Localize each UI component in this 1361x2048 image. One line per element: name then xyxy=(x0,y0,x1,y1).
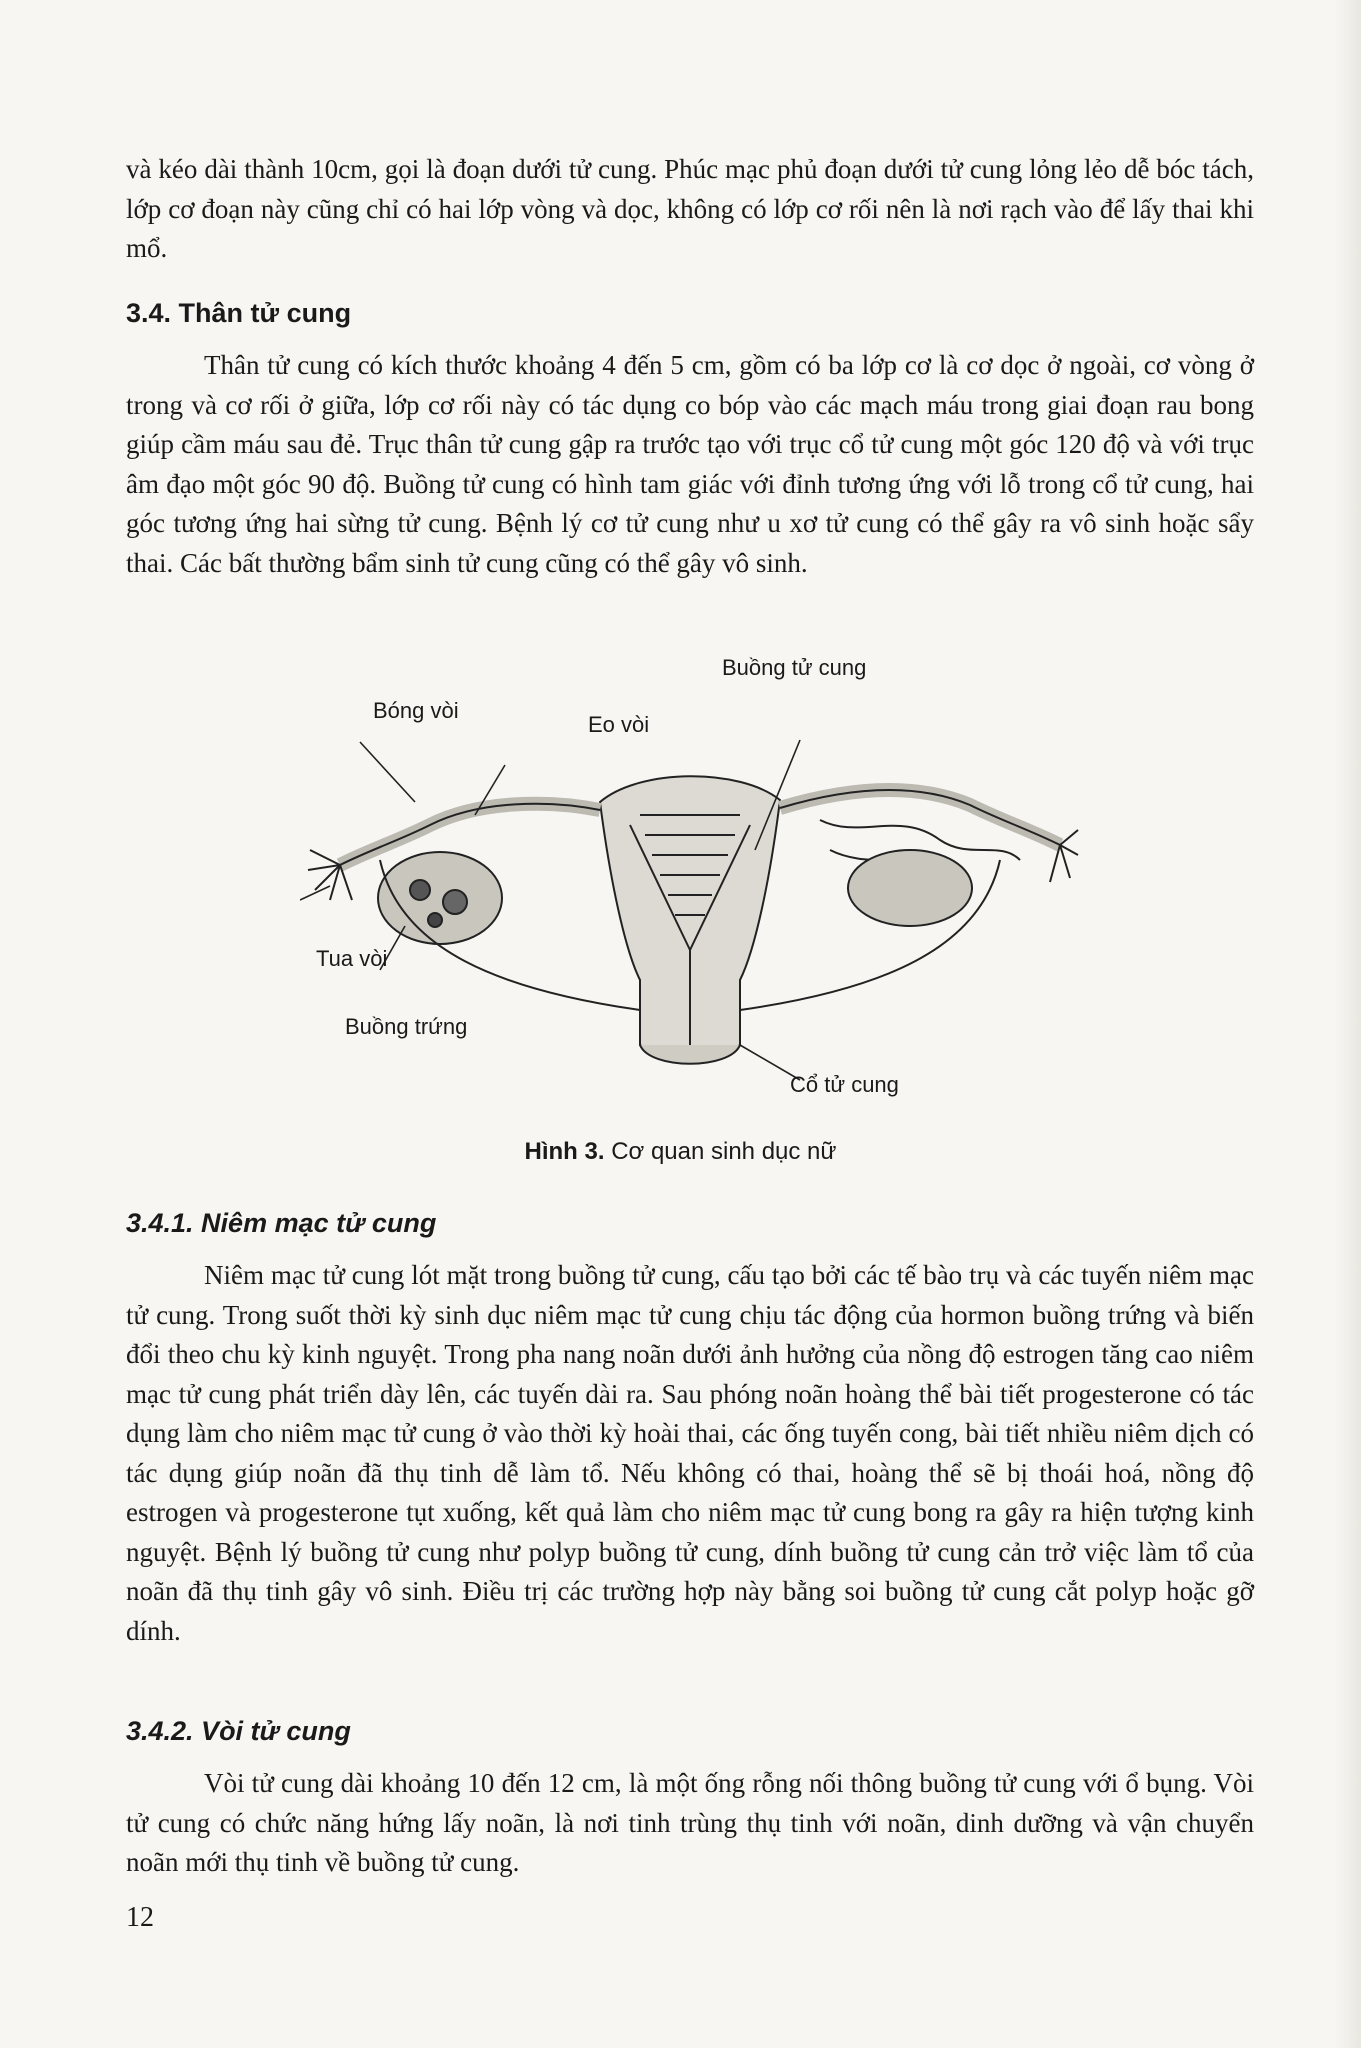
label-bong-voi: Bóng vòi xyxy=(373,698,459,723)
section-3-4-heading: 3.4. Thân tử cung xyxy=(126,298,352,328)
label-buong-trung: Buồng trứng xyxy=(345,1014,468,1039)
right-ovary xyxy=(848,850,972,926)
leader-tua-voi xyxy=(300,886,330,900)
figure-caption xyxy=(0,1138,1361,1166)
section-3-4-1-paragraph: Niêm mạc tử cung lót mặt trong buồng tử cung, cấu tạo bởi các tế bào trụ và các tuyến niêm mạc tử cung. Trong suốt thời kỳ sinh dục niêm mạc tử cung chịu tác động của hormon buồng trứng và biến đổi theo chu kỳ kinh nguyệt. Trong pha nang noãn dưới ảnh hưởng của nồng độ estrogen tăng cao niêm mạc tử cung phát triển dày lên, các tuyến dài ra. Sau phóng noãn hoàng thể bài tiết progesterone có tác dụng làm cho niêm mạc tử cung ở vào thời kỳ hoài thai, các ống tuyến cong, bài tiết nhiều niêm dịch có tác dụng giúp noãn đã thụ tinh dễ làm tổ. Nếu không có thai, hoàng thể sẽ bị thoái hoá, nồng độ estrogen và progesterone tụt xuống, kết quả làm cho niêm mạc tử cung bong ra gây ra hiện tượng kinh nguyệt. Bệnh lý buồng tử cung như polyp buồng tử cung, dính buồng tử cung cản trở việc làm tổ của noãn đã thụ tinh gây vô sinh. Điều trị các trường hợp này bằng soi buồng tử cung cắt polyp hoặc gỡ dính. xyxy=(126,1260,1254,1646)
section-3-4-paragraph: Thân tử cung có kích thước khoảng 4 đến 5 cm, gồm có ba lớp cơ là cơ dọc ở ngoài, cơ vòng ở trong và cơ rối ở giữa, lớp cơ rối này có tác dụng co bóp vào các mạch máu trong giai đoạn rau bong giúp cầm máu sau đẻ. Trục thân tử cung gập ra trước tạo với trục cổ tử cung một góc 120 độ và với trục âm đạo một góc 90 độ. Buồng tử cung có hình tam giác với đỉnh tương ứng với lỗ trong cổ tử cung, hai góc tương ứng hai sừng tử cung. Bệnh lý cơ tử cung như u xơ tử cung có thể gây ra vô sinh hoặc sẩy thai. Các bất thường bẩm sinh tử cung cũng có thể gây vô sinh. xyxy=(126,350,1254,578)
label-buong-tu-cung: Buồng tử cung xyxy=(722,655,867,680)
label-tua-voi: Tua vòi xyxy=(316,946,388,971)
section-3-4-2-paragraph: Vòi tử cung dài khoảng 10 đến 12 cm, là một ống rỗng nối thông buồng tử cung với ổ bụng. Vòi tử cung có chức năng hứng lấy noãn, là nơi tinh trùng thụ tinh với noãn, dinh dưỡng và vận chuyển noãn mới thụ tinh về buồng tử cung. xyxy=(126,1768,1254,1877)
leader-bong-voi xyxy=(360,742,415,802)
label-eo-voi: Eo vòi xyxy=(588,712,650,737)
figure-caption-number: Hình 3. xyxy=(524,1138,605,1165)
section-3-4-2-heading: 3.4.2. Vòi tử cung xyxy=(126,1716,351,1746)
left-tube xyxy=(340,804,600,865)
cervix-shape xyxy=(640,1045,740,1064)
page-number: 12 xyxy=(126,1902,154,1933)
intro-paragraph: và kéo dài thành 10cm, gọi là đoạn dưới tử cung. Phúc mạc phủ đoạn dưới tử cung lỏng lẻo dễ bóc tách, lớp cơ đoạn này cũng chỉ có hai lớp vòng và dọc, không có lớp cơ rối nên là nơi rạch vào để lấy thai khi mổ. xyxy=(126,154,1254,263)
label-co-tu-cung: Cổ tử cung xyxy=(790,1072,899,1097)
section-3-4-1-heading: 3.4.1. Niêm mạc tử cung xyxy=(126,1208,437,1238)
page-edge-shadow xyxy=(1335,0,1361,2048)
figure-caption-text: Cơ quan sinh dục nữ xyxy=(604,1138,837,1165)
left-ovary xyxy=(378,852,502,944)
